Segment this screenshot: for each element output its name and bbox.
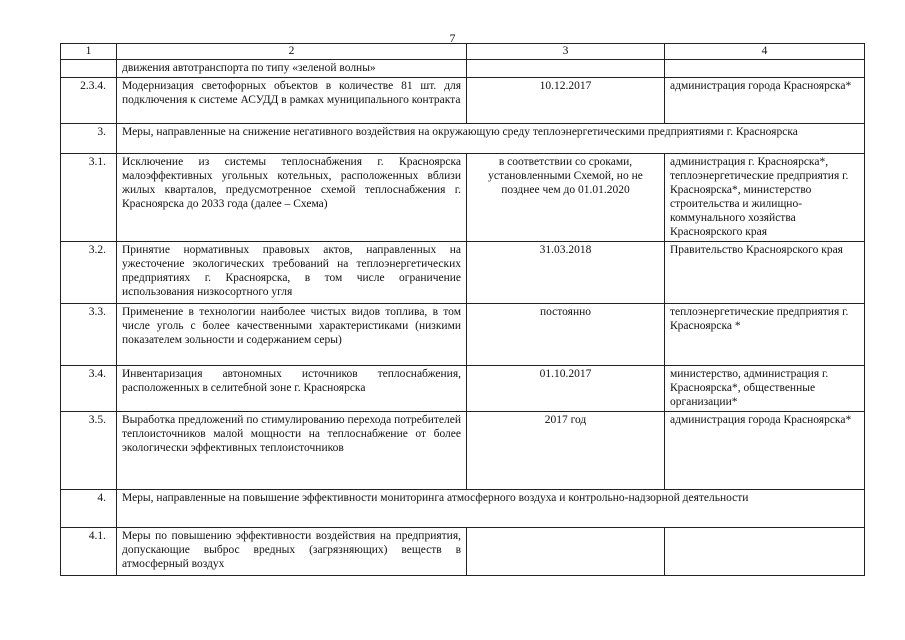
- section-title: Меры, направленные на повышение эффективности мониторинга атмосферного воздуха и контрольно-надзорной деятельности: [117, 490, 865, 528]
- item-responsible: [665, 528, 865, 576]
- item-responsible: администрация г. Красноярска*, теплоэнергетические предприятия г. Красноярска*, министерство строительства и жилищно-коммунального хозяйства Красноярского края: [665, 154, 865, 242]
- table-row: [61, 154, 865, 242]
- item-responsible: теплоэнергетические предприятия г. Красноярска *: [665, 304, 865, 366]
- item-text: Применение в технологии наиболее чистых видов топлива, в том числе уголь с более качественными характеристиками (низкими показателем зольности и содержанием серы): [117, 304, 467, 366]
- column-header-3: 3: [467, 44, 665, 60]
- item-deadline: [467, 528, 665, 576]
- item-deadline: постоянно: [467, 304, 665, 366]
- item-deadline: 10.12.2017: [467, 78, 665, 124]
- item-deadline: в соответствии со сроками, установленными Схемой, но не позднее чем до 01.01.2020: [467, 154, 665, 242]
- item-responsible: Правительство Красноярского края: [665, 242, 865, 304]
- item-responsible: администрация города Красноярска*: [665, 78, 865, 124]
- header-row: [61, 44, 865, 60]
- table-row: [61, 304, 865, 366]
- measures-table: [60, 43, 865, 576]
- continuation-text: движения автотранспорта по типу «зеленой волны»: [117, 60, 467, 78]
- column-header-1: 1: [61, 44, 117, 60]
- table-row: [61, 528, 865, 576]
- item-deadline: 01.10.2017: [467, 366, 665, 412]
- item-text: Выработка предложений по стимулированию перехода потребителей теплоисточников малой мощности на теплоснабжение от более экологически эффективных теплоисточников: [117, 412, 467, 490]
- item-text: Меры по повышению эффективности воздействия на предприятия, допускающие выброс вредных (загрязняющих) веществ в атмосферный воздух: [117, 528, 467, 576]
- table-row: [61, 78, 865, 124]
- item-text: Исключение из системы теплоснабжения г. Красноярска малоэффективных угольных котельных, расположенных вблизи жилых кварталов, предусмотренное схемой теплоснабжения г. Красноярска до 2033 года (далее – Схема): [117, 154, 467, 242]
- table-row: [61, 366, 865, 412]
- item-number: 2.3.4.: [61, 78, 117, 124]
- item-text: Инвентаризация автономных источников теплоснабжения, расположенных в селитебной зоне г. Красноярска: [117, 366, 467, 412]
- section-row: [61, 124, 865, 154]
- item-number: 3.1.: [61, 154, 117, 242]
- item-number: 3.5.: [61, 412, 117, 490]
- item-responsible: министерство, администрация г. Красноярска*, общественные организации*: [665, 366, 865, 412]
- section-number: 4.: [61, 490, 117, 528]
- item-deadline: 2017 год: [467, 412, 665, 490]
- item-number: 3.3.: [61, 304, 117, 366]
- section-number: 3.: [61, 124, 117, 154]
- table-row: [61, 242, 865, 304]
- column-header-4: 4: [665, 44, 865, 60]
- item-number: 4.1.: [61, 528, 117, 576]
- page-number: 7: [449, 31, 456, 45]
- continuation-row: [61, 60, 865, 78]
- item-number: 3.4.: [61, 366, 117, 412]
- table-row: [61, 412, 865, 490]
- item-responsible: администрация города Красноярска*: [665, 412, 865, 490]
- section-title: Меры, направленные на снижение негативного воздействия на окружающую среду теплоэнергетическими предприятиями г. Красноярска: [117, 124, 865, 154]
- column-header-2: 2: [117, 44, 467, 60]
- item-deadline: 31.03.2018: [467, 242, 665, 304]
- item-text: Модернизация светофорных объектов в количестве 81 шт. для подключения к системе АСУДД в рамках муниципального контракта: [117, 78, 467, 124]
- item-text: Принятие нормативных правовых актов, направленных на ужесточение экологических требований на теплоэнергетических предприятиях г. Красноярска, в том числе ограничение использования низкосортного угля: [117, 242, 467, 304]
- item-number: 3.2.: [61, 242, 117, 304]
- section-row: [61, 490, 865, 528]
